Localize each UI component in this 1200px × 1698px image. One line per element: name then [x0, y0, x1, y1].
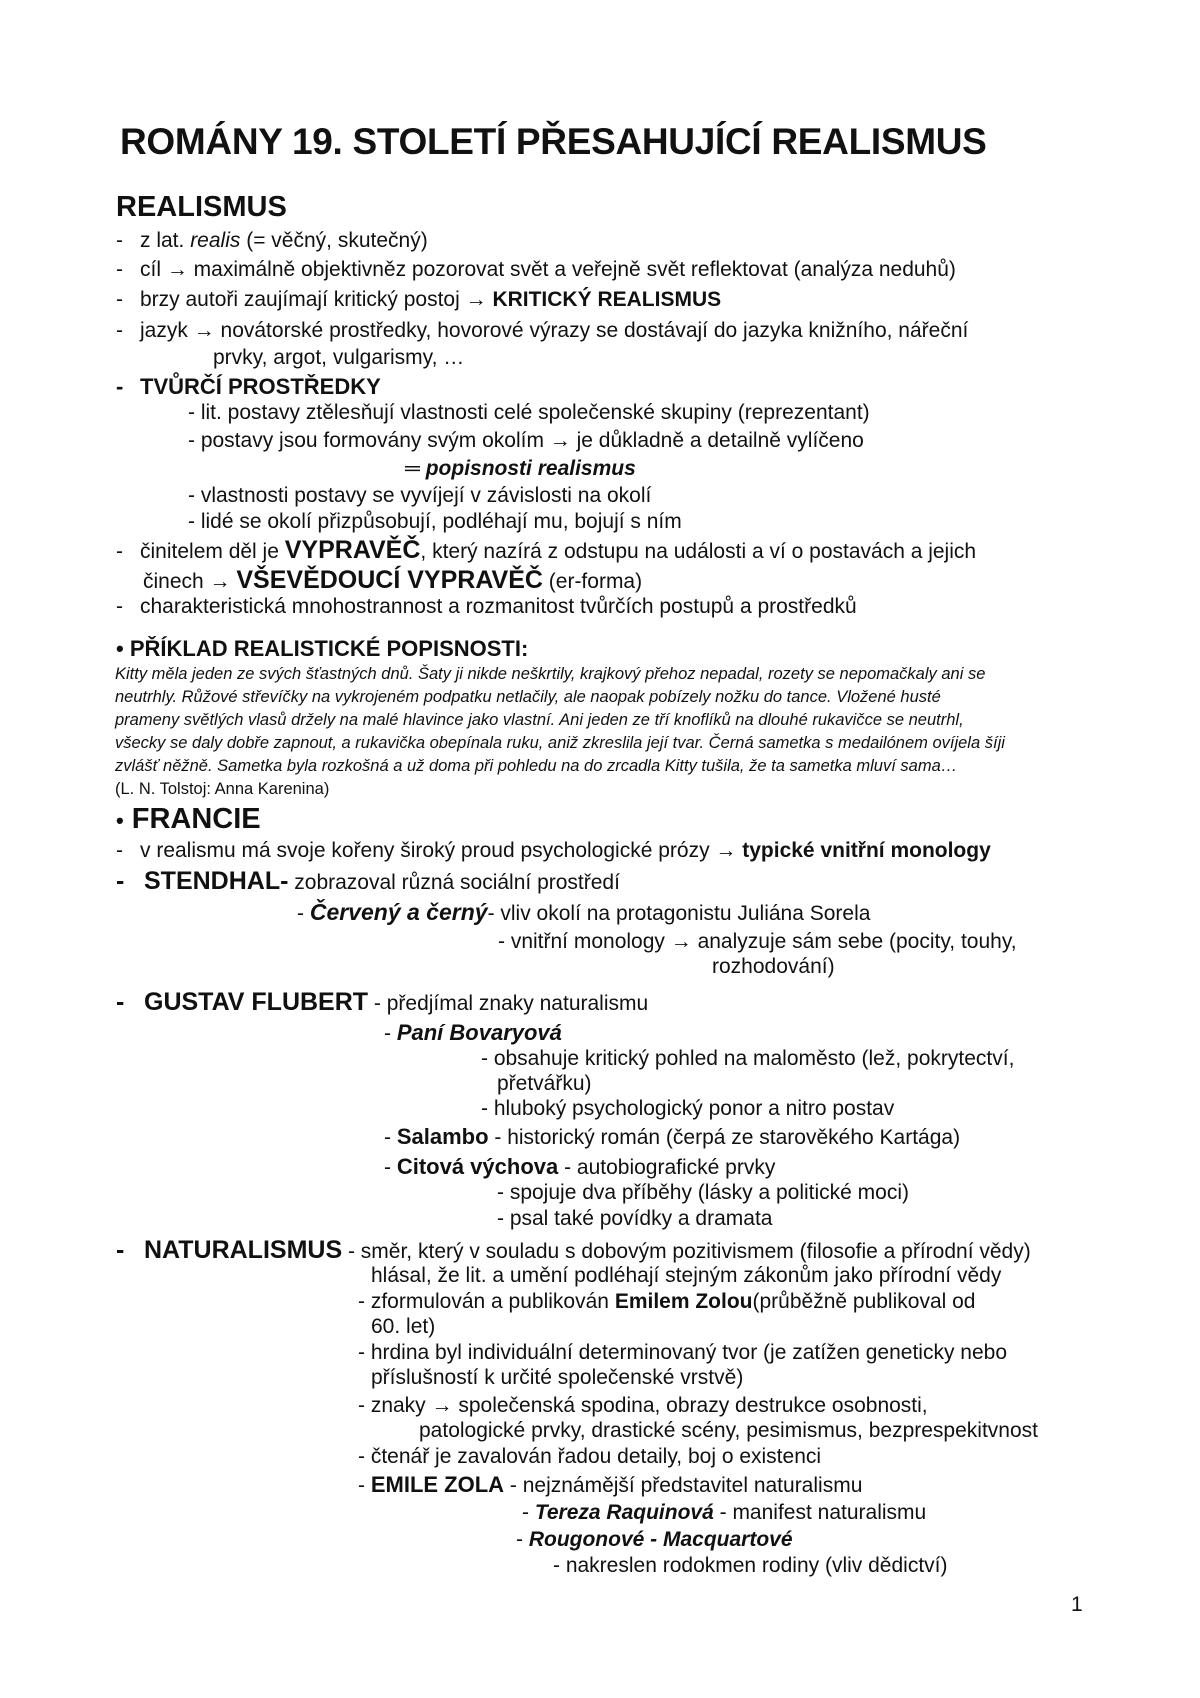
quote-line: všecky se daly dobře zapnout, a rukavička obepínala ruku, aniž zkreslila její tvar. Černá sametka s medailónem ovíjela šíji	[115, 734, 1005, 752]
subheading-tvurci-prostredky: - TVŮRČÍ PROSTŘEDKY	[116, 374, 381, 399]
sub-list-item: - vlastnosti postavy se vyvíjejí v závislosti na okolí	[188, 484, 652, 507]
work-salambo: - Salambo - historický román (čerpá ze starověkého Kartága)	[384, 1124, 961, 1149]
section-heading-realismus: REALISMUS	[116, 191, 287, 223]
sub-list-item: - hrdina byl individuální determinovaný tvor (je zatížen geneticky nebo	[358, 1341, 1008, 1364]
list-item: - činitelem děl je VYPRAVĚČ, který nazírá z odstupu na události a ví o postavách a jejich	[116, 536, 977, 564]
sub-list-item: - vnitřní monology → analyzuje sám sebe (pocity, touhy,	[498, 930, 1017, 953]
list-item: - v realismu má svoje kořeny široký proud psychologické prózy → typické vnitřní monology	[116, 839, 991, 862]
list-item: - cíl → maximálně objektivněz pozorovat svět a veřejně svět reflektovat (analýza neduhů)	[116, 258, 956, 281]
sub-list-item-continuation: rozhodování)	[712, 955, 835, 978]
page-title: ROMÁNY 19. STOLETÍ PŘESAHUJÍCÍ REALISMUS	[120, 121, 987, 162]
quote-source: (L. N. Tolstoj: Anna Karenina)	[115, 780, 330, 798]
author-emile-zola: - EMILE ZOLA - nejznámější představitel naturalismu	[358, 1472, 863, 1497]
work-tereza-raquinova: - Tereza Raquinová - manifest naturalismu	[522, 1501, 927, 1524]
sub-list-item: - lidé se okolí přizpůsobují, podléhají mu, bojují s ním	[188, 510, 682, 533]
movement-naturalismus: - NATURALISMUS - směr, který v souladu s dobovým pozitivismem (filosofie a přírodní vědy)	[116, 1236, 1031, 1264]
sub-list-item: - psal také povídky a dramata	[497, 1207, 773, 1230]
sub-list-item: - znaky → společenská spodina, obrazy destrukce osobnosti,	[358, 1394, 928, 1417]
list-item-continuation: prvky, argot, vulgarismy, …	[213, 346, 465, 369]
list-item: - jazyk → novátorské prostředky, hovorové výrazy se dostávají do jazyka knižního, nářeční	[116, 319, 969, 342]
list-item-continuation: činech → VŠEVĚDOUCÍ VYPRAVĚČ (er-forma)	[143, 566, 643, 594]
sub-list-item: - hluboký psychologický ponor a nitro postav	[481, 1097, 895, 1120]
section-heading-francie: • FRANCIE	[116, 803, 261, 835]
work-cerveny-a-cerny: - Červený a černý- vliv okolí na protagonistu Juliána Sorela	[297, 899, 871, 925]
sub-list-item-continuation: patologické prvky, drastické scény, pesimismus, bezprespekitvnost	[419, 1419, 1038, 1442]
work-citova-vychova: - Citová výchova - autobiografické prvky	[384, 1154, 776, 1179]
sub-list-item-continuation: příslušností k určité společenské vrstvě)	[371, 1366, 744, 1389]
sub-list-item: - spojuje dva příběhy (lásky a politické moci)	[497, 1181, 910, 1204]
equals-note: ═ popisnosti realismus	[405, 457, 636, 480]
list-item: - charakteristická mnohostrannost a rozmanitost tvůrčích postupů a prostředků	[116, 595, 857, 618]
author-stendhal: - STENDHAL- zobrazoval různá sociální prostředí	[116, 867, 620, 895]
page-number: 1	[1071, 1593, 1083, 1616]
quote-line: zvlášť něžně. Sametka byla rozkošná a už doma při pohledu na do zrcadla Kitty tušila, že ta sametka mluví sama…	[115, 757, 958, 775]
sub-list-item-continuation: 60. let)	[371, 1315, 436, 1338]
quote-line: Kitty měla jeden ze svých šťastných dnů. Šaty ji nikde neškrtily, krajkový přehoz nepadal, rozety se nepomačkaly ani se	[115, 665, 986, 683]
sub-list-item: - zformulován a publikován Emilem Zolou(průběžně publikoval od	[358, 1290, 976, 1313]
sub-list-item: - obsahuje kritický pohled na maloměsto (lež, pokrytectví,	[481, 1047, 1015, 1070]
work-pani-bovaryova: - Paní Bovaryová	[384, 1020, 562, 1045]
quote-line: prameny světlých vlasů držely na malé hlavince jako vlastní. Ani jeden ze tří knoflíků na dlouhé rukavičce se neutrhl,	[115, 711, 964, 729]
sub-list-item-continuation: přetvářku)	[497, 1072, 592, 1095]
subheading-example: • PŘÍKLAD REALISTICKÉ POPISNOSTI:	[116, 636, 529, 661]
work-rougonove-macquartove: - Rougonové - Macquartové	[516, 1528, 793, 1551]
sub-list-item: - čtenář je zavalován řadou detaily, boj o existenci	[358, 1445, 822, 1468]
text-continuation: hlásal, že lit. a umění podléhají stejným zákonům jako přírodní vědy	[371, 1264, 1002, 1287]
sub-list-item: - lit. postavy ztělesňují vlastnosti celé společenské skupiny (reprezentant)	[188, 401, 870, 424]
quote-line: neutrhly. Růžové střevíčky na vykrojeném podpatku netlačily, ale naopak pobízely nožku do tance. Vložené husté	[115, 688, 941, 706]
list-item: - brzy autoři zaujímají kritický postoj → KRITICKÝ REALISMUS	[116, 288, 722, 311]
sub-list-item: - postavy jsou formovány svým okolím → je důkladně a detailně vylíčeno	[188, 429, 864, 452]
author-flubert: - GUSTAV FLUBERT - předjímal znaky naturalismu	[116, 988, 649, 1016]
list-item: - z lat. realis (= věčný, skutečný)	[116, 229, 428, 252]
sub-list-item: - nakreslen rodokmen rodiny (vliv dědictví)	[553, 1554, 948, 1577]
